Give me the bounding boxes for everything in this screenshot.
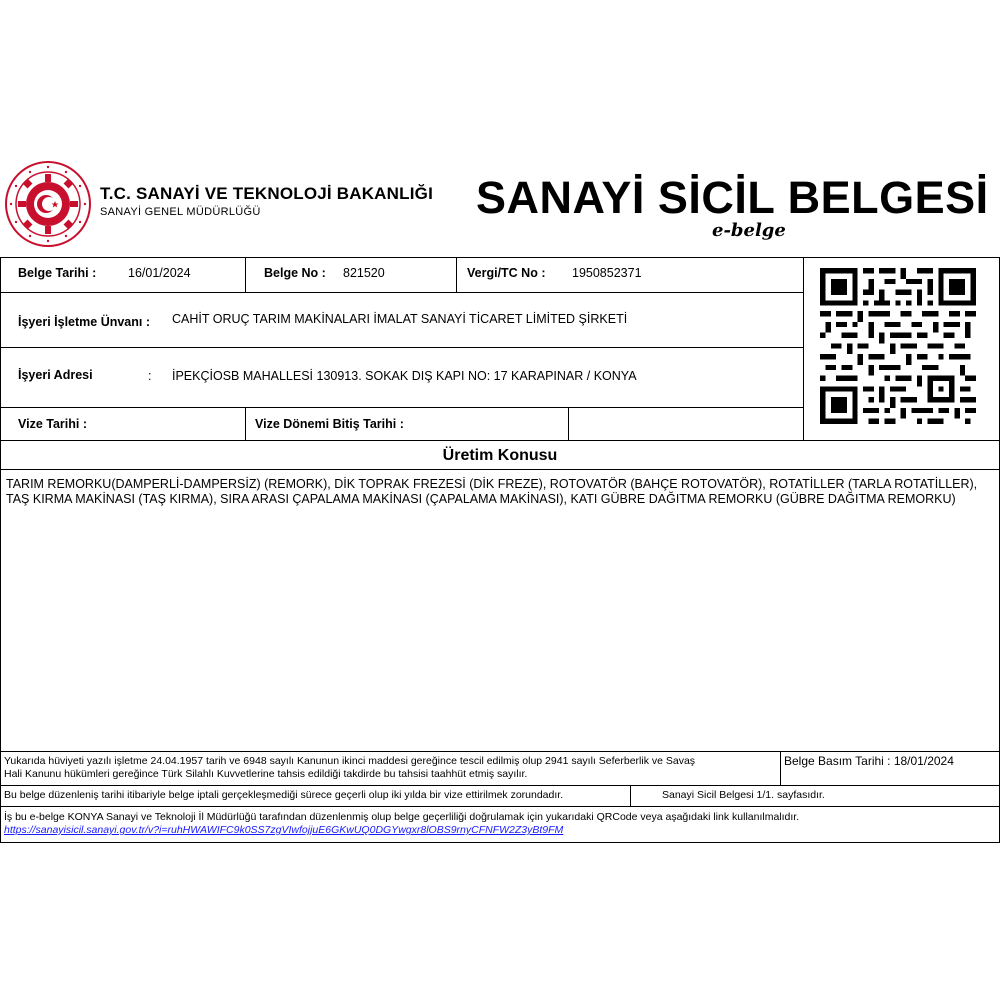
vize-donemi-label: Vize Dönemi Bitiş Tarihi :	[255, 417, 404, 431]
ministry-logo-icon	[4, 160, 92, 248]
belge-no-value: 821520	[343, 266, 385, 280]
unvan-value: CAHİT ORUÇ TARIM MAKİNALARI İMALAT SANAYİ TİCARET LİMİTED ŞİRKETİ	[172, 312, 628, 326]
ministry-name: T.C. SANAYİ VE TEKNOLOJİ BAKANLIĞI	[100, 184, 433, 203]
adres-colon: :	[148, 369, 152, 383]
document-title: SANAYİ SİCİL BELGESİ	[476, 172, 989, 223]
tescil-line-2: Hali Kanunu hükümleri gereğince Türk Silahlı Kuvvetlerine tahsis edildiği takdirde bu tahsisi taahhüt etmiş sayılır.	[4, 768, 528, 780]
belge-tarihi-label: Belge Tarihi :	[18, 266, 97, 280]
document-subtitle: e-belge	[712, 220, 786, 241]
tescil-line-1: Yukarıda hüviyeti yazılı işletme 24.04.1957 tarih ve 6948 sayılı Kanunun ikinci maddesi gereğince tescil edilmiş olup 2941 sayılı Seferberlik ve Savaş	[4, 755, 696, 767]
belge-tarihi-value: 16/01/2024	[128, 266, 191, 280]
vergi-label: Vergi/TC No :	[467, 266, 546, 280]
gecerlilik-text: Bu belge düzenleniş tarihi itibariyle belge iptali gerçekleşmediği sürece geçerli olup iki yılda bir vize ettirilmek zorundadır.	[4, 789, 564, 801]
adres-value: İPEKÇİOSB MAHALLESİ 130913. SOKAK DIŞ KAPI NO: 17 KARAPINAR / KONYA	[172, 369, 637, 383]
row-vize-empty	[568, 407, 804, 441]
uretim-title: Üretim Konusu	[442, 447, 558, 464]
verification-link[interactable]: https://sanayisicil.sanayi.gov.tr/v?i=ruhHWAWIFC9k0SS7zgVIwfojjuE6GKwUQ0DGYwgxr8lOBS9rnyCFNFW2Z3yBt9FM	[4, 824, 564, 836]
unvan-label: İşyeri İşletme Ünvanı :	[18, 315, 151, 329]
basim-tarihi: Belge Basım Tarihi : 18/01/2024	[784, 754, 954, 768]
qr-code-icon[interactable]	[820, 268, 976, 424]
sayfa-text: Sanayi Sicil Belgesi 1/1. sayfasıdır.	[662, 789, 825, 801]
dogrulama-text: İş bu e-belge KONYA Sanayi ve Teknoloji İl Müdürlüğü tarafından düzenlenmiş olup belge geçerliliği doğrulamak için yukarıdaki QRCode veya aşağıdaki link kullanılmalıdır.	[4, 811, 800, 823]
ministry-block	[100, 184, 433, 218]
vize-tarihi-label: Vize Tarihi :	[18, 417, 88, 431]
adres-label: İşyeri Adresi	[18, 368, 93, 382]
belge-no-label: Belge No :	[264, 266, 326, 280]
ministry-subname: SANAYİ GENEL MÜDÜRLÜĞÜ	[100, 206, 261, 218]
vergi-value: 1950852371	[572, 266, 642, 280]
uretim-text: TARIM REMORKU(DAMPERLİ-DAMPERSİZ) (REMORK), DİK TOPRAK FREZESİ (DİK FREZE), ROTOVATÖR (BAHÇE ROTOVATÖR), ROTATİLLER (TARLA ROTATİLLER), TAŞ KIRMA MAKİNASI (TAŞ KIRMA), SIRA ARASI ÇAPALAMA MAKİNASI (ÇAPALAMA MAKİNASI), KATI GÜBRE DAĞITMA REMORKU (GÜBRE DAĞITMA REMORKU)	[6, 477, 978, 506]
